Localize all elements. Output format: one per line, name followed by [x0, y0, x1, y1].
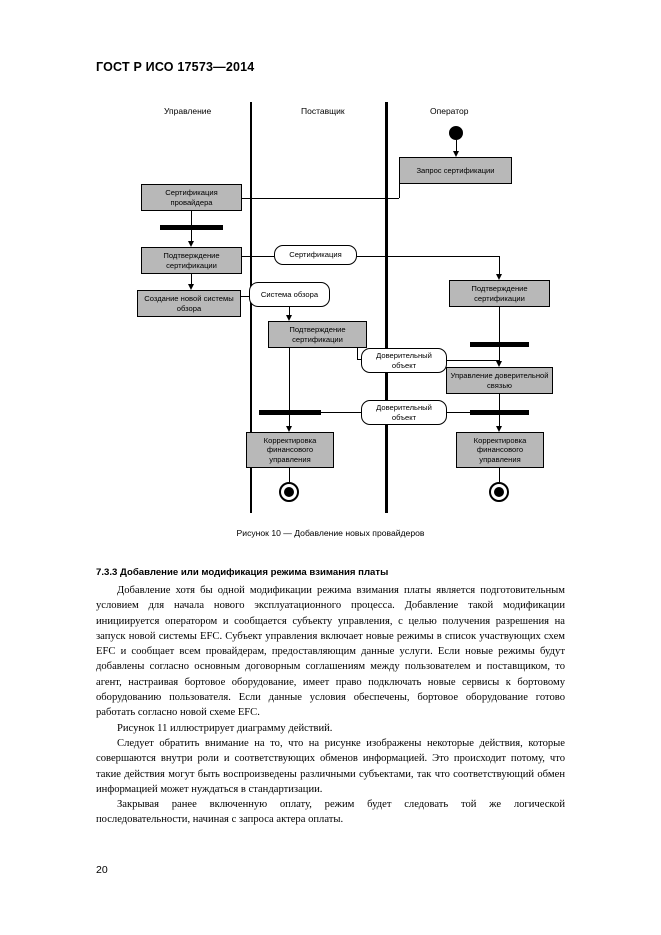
connector-fin-left-to-end [289, 468, 290, 482]
connector-confirm-right-to-bar [499, 307, 500, 342]
connector-fin-right-to-end [499, 468, 500, 482]
lane-label-provider: Поставщик [301, 106, 345, 116]
node-confirm-certification-left: Подтверждение сертификации [141, 247, 242, 274]
paragraph-3: Следует обратить внимание на то, что на рисунке изображены некоторые действия, которые совершаются внутри роли и соответствующих обменов информацией. Это происходит потому, что такие действия могут быть воспроизведены различными субъектами, так что соответствующий обмен информацией может нуждаться в стандартизации. [96, 737, 565, 795]
figure-caption: Рисунок 10 — Добавление новых провайдеров [236, 528, 425, 538]
lane-label-management: Управление [164, 106, 212, 116]
connector-confirm-to-certification-signal [242, 256, 274, 257]
connector-confirm-mid-down [357, 348, 358, 359]
connector-provider-to-bar1 [191, 211, 192, 225]
connector-trust1-to-right [447, 360, 499, 361]
page-number: 20 [96, 864, 108, 876]
signal-review-system: Система обзора [249, 282, 330, 307]
connector-certification-to-operator [357, 256, 499, 257]
signal-trust-object-1: Доверительный объект [361, 348, 447, 373]
paragraph-1: Добавление хотя бы одной модификации режима взимания платы является подготовительным условием для начала нового эксплуатационного процесса. Добавление такой модификации инициируется оператором и сообщается субъекту управления, с целью получения разрешения на запуск новой системы EFC. Субъект управления включает новые режимы в список участвующих схем EFC и сообщает всем провайдерам, предоставляющим данные услуги. Если новые режимы будут добавлены согласно основным договорным соглашениям между пользователем и поставщиком, то агент, настраивая бортовое оборудование, имеет право подключать новые сервисы к бортовому оборудованию пользователя. Если данные условия обеспечены, бортовое оборудование готово работать согласно новой схеме EFC. [96, 585, 565, 719]
paragraph-4: Закрывая ранее включенную оплату, режим будет следовать той же логической последовательности, начиная с запроса актера оплаты. [96, 799, 565, 826]
node-create-review-system: Создание новой системы обзора [137, 290, 241, 317]
paragraph-2: Рисунок 11 иллюстрирует диаграмму действий. [117, 722, 333, 734]
signal-certification: Сертификация [274, 245, 357, 265]
connector-mid-down-long [289, 348, 290, 410]
node-financial-adjustment-left: Корректировка финансового управления [246, 432, 334, 468]
node-confirm-certification-right: Подтверждение сертификации [449, 280, 550, 307]
final-node-right [489, 482, 509, 502]
initial-node [449, 126, 463, 140]
connector-trust1-join [499, 354, 500, 362]
signal-trust-object-2: Доверительный объект [361, 400, 447, 425]
node-confirm-certification-middle: Подтверждение сертификации [268, 321, 367, 348]
node-provider-certification: Сертификация провайдера [141, 184, 242, 211]
sync-bar-middle [259, 410, 321, 415]
final-node-left [279, 482, 299, 502]
node-financial-adjustment-right: Корректировка финансового управления [456, 432, 544, 468]
connector-bar-mid-to-trust2 [321, 412, 361, 413]
body-text [96, 583, 565, 828]
connector-create-review-to-signal [241, 296, 249, 297]
node-request-certification: Запрос сертификации [399, 157, 512, 184]
lane-label-operator: Оператор [430, 106, 469, 116]
page-header-title: ГОСТ Р ИСО 17573—2014 [96, 60, 255, 74]
section-heading: 7.3.3 Добавление или модификация режима взимания платы [96, 567, 389, 578]
connector-trust-mgmt-down [499, 394, 500, 410]
connector-request-to-provider-v [399, 184, 400, 198]
swimlane-separator-2 [385, 102, 388, 513]
activity-diagram-figure-10 [96, 96, 576, 521]
node-trust-link-management: Управление доверительной связью [446, 367, 553, 394]
